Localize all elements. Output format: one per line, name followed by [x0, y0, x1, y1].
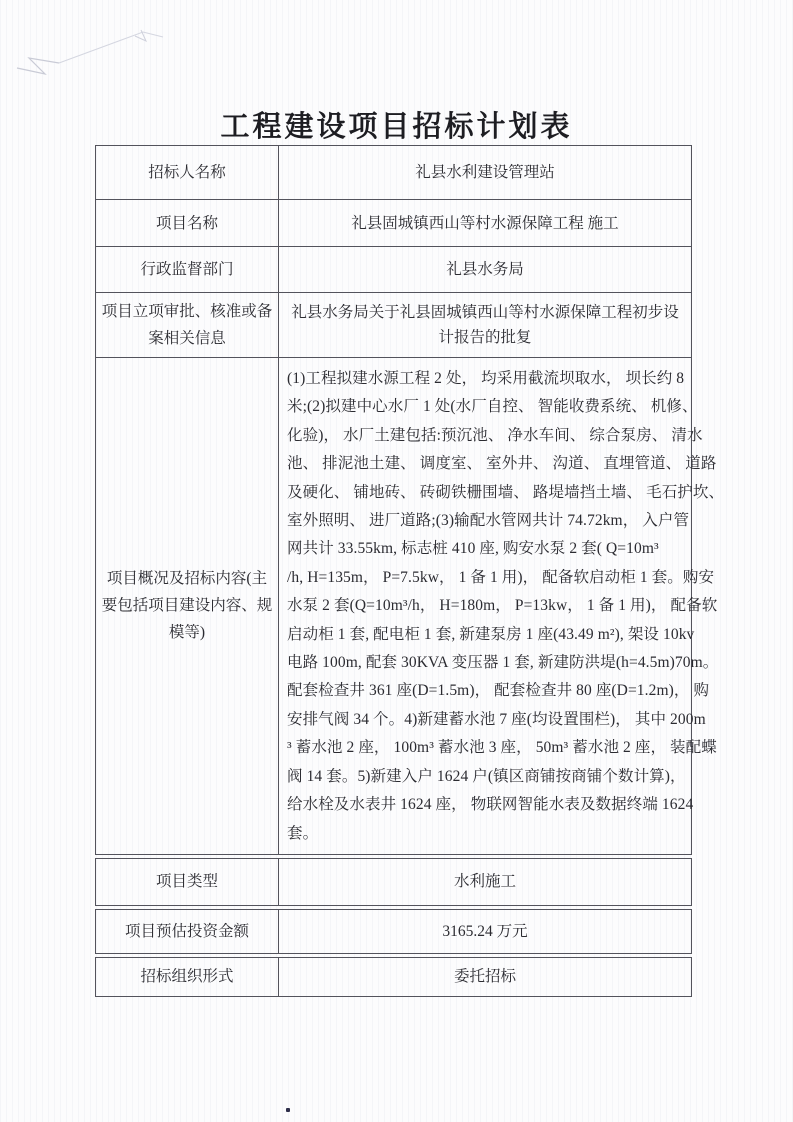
row-label: 项目立项审批、核准或备案相关信息 — [96, 293, 279, 357]
table-row — [95, 957, 692, 997]
row-value: 礼县固城镇西山等村水源保障工程 施工 — [351, 214, 619, 232]
text-line: 水泵 2 套(Q=10m³/h， H=180m， P=13kw， 1 备 1 用)， 配备软 — [287, 597, 718, 615]
table-row — [95, 858, 692, 906]
table-row — [95, 292, 692, 358]
text-line: ³ 蓄水池 2 座， 100m³ 蓄水池 3 座， 50m³ 蓄水池 2 座， 装配蝶 — [287, 739, 717, 757]
row-value: 3165.24 万元 — [442, 922, 528, 940]
page-title: 工程建设项目招标计划表 — [220, 111, 573, 143]
table-row — [95, 199, 692, 247]
scan-scratch-artifact — [15, 10, 185, 90]
text-line: (1)工程拟建水源工程 2 处， 均采用截流坝取水， 坝长约 8 — [287, 370, 685, 387]
text-line: 配套检查井 361 座(D=1.5m)， 配套检查井 80 座(D=1.2m)， 购 — [287, 682, 710, 700]
row-label: 项目名称 — [96, 200, 279, 246]
row-value: 委托招标 — [453, 968, 516, 986]
text-line: 安排气阀 34 个。4)新建蓄水池 7 座(均设置围栏)， 其中 200m — [287, 710, 706, 728]
text-line: 室外照明、 进厂道路;(3)输配水管网共计 74.72km， 入户管 — [287, 512, 690, 530]
text-line: 池、 排泥池土建、 调度室、 室外井、 沟道、 直埋管道、 道路 — [287, 455, 717, 473]
row-label: 招标人名称 — [96, 146, 279, 199]
text-line: 网共计 33.55km, 标志桩 410 座, 购安水泵 2 套( Q=10m³ — [287, 540, 659, 558]
text-line: 套。 — [287, 824, 319, 842]
bidding-plan-table — [95, 146, 725, 997]
table-row — [95, 909, 692, 954]
row-label: 行政监督部门 — [96, 247, 279, 292]
text-line: 阀 14 套。5)新建入户 1624 户(镇区商铺按商铺个数计算)， — [287, 767, 686, 785]
ink-dot-artifact — [286, 1108, 290, 1112]
table-row — [95, 145, 692, 200]
text-line: 及硬化、 铺地砖、 砖砌铁栅围墙、 路堤墙挡土墙、 毛石护坎、 — [287, 483, 725, 501]
row-label: 项目概况及招标内容(主要包括项目建设内容、规模等) — [96, 358, 279, 854]
row-label: 招标组织形式 — [96, 958, 279, 996]
text-line: 米;(2)拟建中心水厂 1 处(水厂自控、 智能收费系统、 机修、 — [287, 398, 698, 416]
row-label: 项目预估投资金额 — [96, 910, 279, 953]
row-value: 礼县水务局关于礼县固城镇西山等村水源保障工程初步设计报告的批复 — [291, 304, 679, 346]
row-value: 水利施工 — [453, 873, 516, 891]
text-line: 电路 100m, 配套 30KVA 变压器 1 套, 新建防洪堤(h=4.5m)70m。 — [287, 654, 719, 672]
text-line: 给水栓及水表井 1624 座， 物联网智能水表及数据终端 1624 — [287, 796, 694, 814]
row-value — [279, 358, 730, 854]
row-label: 项目类型 — [96, 859, 279, 905]
text-line: 启动柜 1 套, 配电柜 1 套, 新建泵房 1 座(43.49 m²), 架设 10kv — [287, 625, 695, 643]
row-value: 礼县水务局 — [446, 261, 524, 278]
table-row — [95, 246, 692, 293]
text-line: 化验)， 水厂土建包括:预沉池、 净水车间、 综合泵房、 清水 — [287, 426, 703, 444]
row-value: 礼县水利建设管理站 — [415, 164, 555, 181]
table-row — [95, 357, 725, 855]
text-line: /h, H=135m， P=7.5kw， 1 备 1 用)， 配备软启动柜 1 套。购安 — [287, 568, 715, 586]
